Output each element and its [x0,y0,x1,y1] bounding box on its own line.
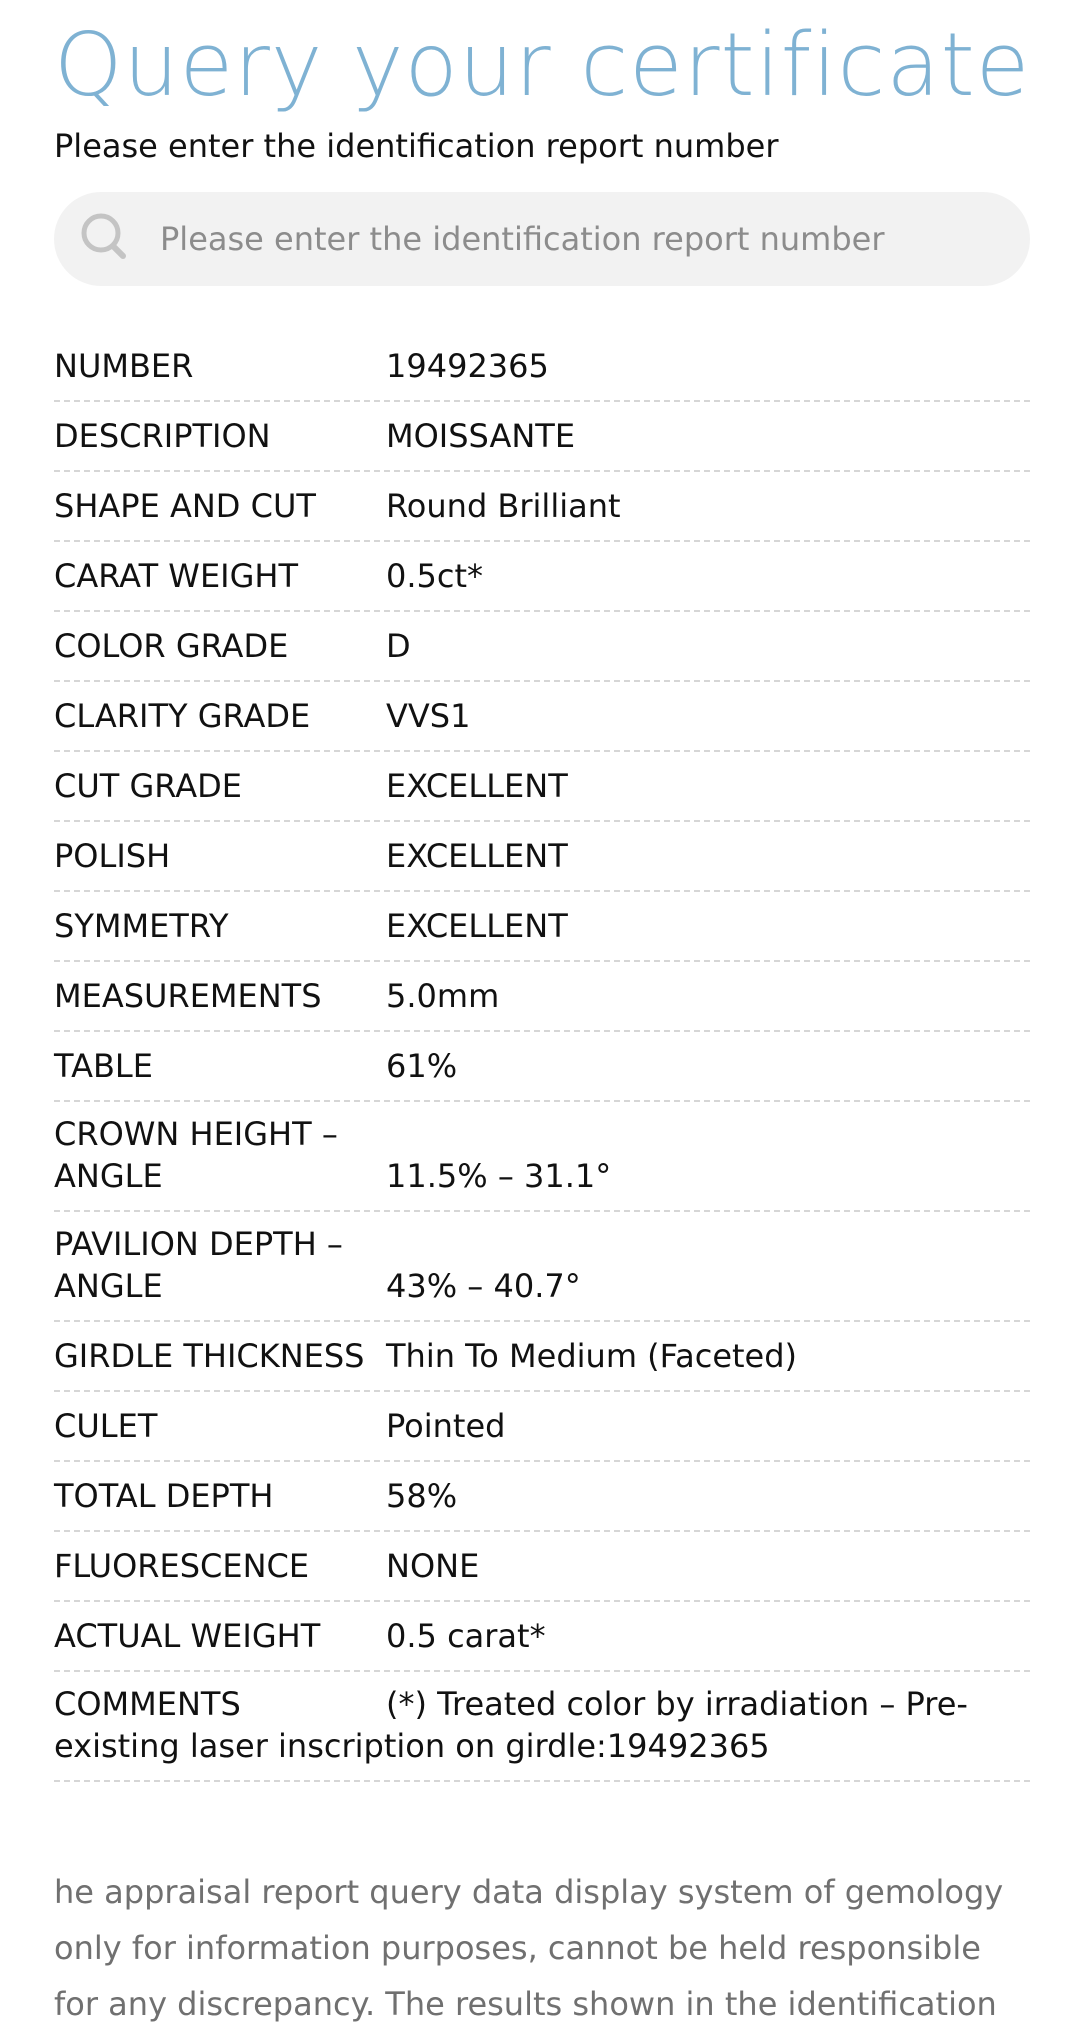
certificate-query-page [54,0,1030,2032]
spec-value: 0.5 carat* [386,1617,546,1656]
spec-value: MOISSANTE [386,417,576,456]
spec-value: 58% [386,1477,458,1516]
spec-label: CROWN HEIGHT – ANGLE [54,1115,338,1196]
spec-value: 11.5% – 31.1° [386,1157,612,1196]
spec-row [54,1102,1030,1212]
spec-row [54,1322,1030,1392]
spec-value: Round Brilliant [386,487,621,526]
spec-value: EXCELLENT [386,907,568,946]
spec-label: POLISH [54,837,171,876]
spec-value: D [386,627,411,666]
spec-row [54,962,1030,1032]
spec-row [54,1532,1030,1602]
spec-row [54,1032,1030,1102]
spec-value: 19492365 [386,347,549,386]
spec-value: (*) Treated color by irradiation – Pre-existing laser inscription on girdle:19492365 [54,1685,968,1766]
spec-row [54,542,1030,612]
report-number-input[interactable] [160,220,980,258]
disclaimer-text: he appraisal report query data display system of gemology only for information purposes, cannot be held responsible for any discrepancy. The results shown in the identification [54,1873,1004,2024]
spec-value: EXCELLENT [386,767,568,806]
spec-row [54,332,1030,402]
spec-row [54,1462,1030,1532]
spec-row [54,1212,1030,1322]
spec-label: SHAPE AND CUT [54,487,316,526]
page-subtitle: Please enter the identification report number [54,126,779,165]
spec-row [54,892,1030,962]
spec-value: Thin To Medium (Faceted) [386,1337,798,1376]
spec-row [54,1672,1030,1782]
spec-label: NUMBER [54,347,194,386]
spec-value: VVS1 [386,697,471,736]
spec-row [54,472,1030,542]
search-bar[interactable] [54,192,1030,286]
spec-label: FLUORESCENCE [54,1547,310,1586]
spec-label: SYMMETRY [54,907,229,946]
spec-row [54,682,1030,752]
spec-label: CLARITY GRADE [54,697,311,736]
spec-label: TABLE [54,1047,153,1086]
spec-label: MEASUREMENTS [54,977,322,1016]
spec-value: Pointed [386,1407,506,1446]
spec-label: CARAT WEIGHT [54,557,298,596]
spec-label: PAVILION DEPTH – ANGLE [54,1225,343,1306]
spec-row [54,1602,1030,1672]
page-title: Query your certificate [54,14,1031,116]
spec-label: COMMENTS [54,1685,241,1724]
spec-label: CULET [54,1407,158,1446]
spec-row [54,402,1030,472]
spec-row [54,822,1030,892]
spec-value: 5.0mm [386,977,500,1016]
spec-value: 0.5ct* [386,557,484,596]
spec-label: ACTUAL WEIGHT [54,1617,321,1656]
spec-row [54,752,1030,822]
certificate-details-table [54,332,1030,1782]
spec-label: CUT GRADE [54,767,242,806]
spec-value: 43% – 40.7° [386,1267,581,1306]
spec-row [54,612,1030,682]
search-icon [76,208,134,270]
spec-label: COLOR GRADE [54,627,289,666]
spec-label: TOTAL DEPTH [54,1477,274,1516]
spec-value: 61% [386,1047,458,1086]
spec-value: NONE [386,1547,480,1586]
spec-row [54,1392,1030,1462]
spec-value: EXCELLENT [386,837,568,876]
spec-label: GIRDLE THICKNESS [54,1337,365,1376]
spec-label: DESCRIPTION [54,417,271,456]
